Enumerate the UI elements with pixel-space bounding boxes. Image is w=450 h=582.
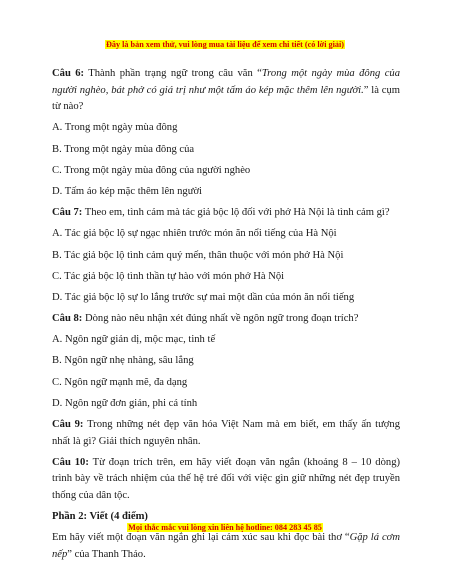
question-8-option-a: A. Ngôn ngữ giản dị, mộc mạc, tinh tế [52,334,216,346]
question-9-text: Trong những nét đẹp văn hóa Việt Nam mà em biết, em thấy ấn tượng nhất là gì? Giải thích nguyên nhân. [52,419,401,447]
question-6 [52,66,400,116]
question-10-text: Từ đoạn trích trên, em hãy viết đoạn văn ngắn (khoảng 8 – 10 dòng) trình bày về trách nhiệm của thế hệ trẻ đối với việc gìn giữ những nét đẹp truyền thống của dân tộc. [52,456,401,501]
part-2-text-after: ” của Thanh Thảo. [67,548,146,560]
question-6-option-b: B. Trong một ngày mùa đông của [52,143,195,155]
question-6-option-a: A. Trong một ngày mùa đông [52,122,178,134]
part-2-text-before: Em hãy viết một đoạn văn ngắn ghi lại cảm xúc sau khi đọc bài thơ “ [52,532,350,544]
question-9 [52,417,400,450]
question-7-label: Câu 7: [52,207,83,219]
question-8-option-c: C. Ngôn ngữ mạnh mẽ, đa dạng [52,376,188,388]
question-8-label: Câu 8: [52,313,83,325]
question-7 [52,205,400,222]
question-7-text: Theo em, tình cảm mà tác giả bộc lộ đối với phở Hà Nội là tình cảm gì? [82,207,390,219]
question-10-label: Câu 10: [52,456,89,468]
part-2-title: Phần 2: Viết (4 điểm) [52,511,148,523]
question-9-label: Câu 9: [52,419,84,430]
question-7-option-d: D. Tác giả bộc lộ sự lo lắng trước sự mai một dần của món ăn nổi tiếng [52,291,355,303]
question-10 [52,455,400,505]
preview-banner [0,40,450,49]
preview-banner-text: Đây là bản xem thử, vui lòng mua tài liệu để xem chi tiết (có lời giải) [105,40,344,49]
hotline-banner-text: Mọi thắc mắc vui lòng xin liên hệ hotline: 084 283 45 85 [128,523,322,532]
question-6-label: Câu 6: [52,68,85,79]
hotline-banner [0,523,450,532]
question-6-option-d: D. Tấm áo kép mặc thêm lên người [52,185,203,197]
question-7-option-c: C. Tác giả bộc lộ tình thần tự hào với món phở Hà Nội [52,270,285,282]
question-6-text-before: Thành phần trạng ngữ trong câu văn “ [84,68,262,79]
question-7-option-a: A. Tác giả bộc lộ sự ngạc nhiên trước món ăn nổi tiếng của Hà Nội [52,228,337,240]
question-8 [52,311,400,328]
question-8-option-d: D. Ngôn ngữ đơn giản, phi cá tính [52,397,198,409]
question-6-quote: Trong một ngày mùa đông của người nghèo, bát phở có giá trị như một tấm áo kép mặc thêm lên người. [52,68,400,96]
question-6-text-after: ” là cụm từ nào? [52,84,401,113]
part-2-prompt [52,530,400,563]
question-8-option-b: B. Ngôn ngữ nhẹ nhàng, sâu lắng [52,355,194,367]
question-6-option-c: C. Trong một ngày mùa đông của người nghèo [52,164,251,176]
question-8-text: Dòng nào nêu nhận xét đúng nhất về ngôn ngữ trong đoạn trích? [82,313,359,325]
part-2-poem-title: Gặp lá cơm nếp [52,532,400,560]
question-7-option-b: B. Tác giả bộc lộ tình cảm quý mến, thân thuộc với món phở Hà Nội [52,249,344,261]
document-body [52,66,400,568]
